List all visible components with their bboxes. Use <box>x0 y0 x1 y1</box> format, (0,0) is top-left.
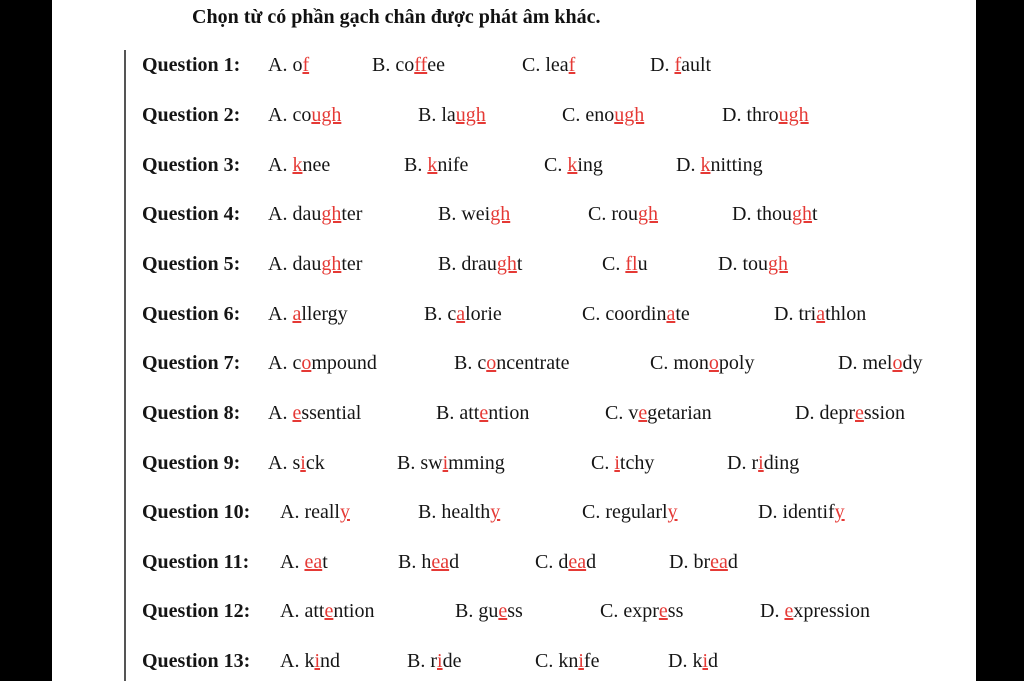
answer-option[interactable] <box>455 600 523 623</box>
option-letter: A. <box>268 303 293 325</box>
option-letter: A. <box>268 253 293 275</box>
word-suffix: ss <box>507 600 523 622</box>
answer-option[interactable] <box>676 154 763 177</box>
word-suffix: t <box>516 253 523 275</box>
word-suffix: mming <box>448 452 505 474</box>
word-prefix: reall <box>304 501 340 523</box>
word-prefix: br <box>693 551 711 573</box>
option-letter: D. <box>669 551 694 573</box>
page-title: Chọn từ có phần gạch chân được phát âm khác. <box>192 6 601 28</box>
word-suffix: nitting <box>710 154 763 176</box>
underlined-part: i <box>442 452 449 474</box>
word-prefix: gu <box>478 600 499 622</box>
word-prefix: mon <box>673 352 709 374</box>
option-letter: C. <box>535 551 559 573</box>
option-letter: D. <box>668 650 693 672</box>
underlined-part: a <box>292 303 302 325</box>
underlined-part: e <box>638 402 648 424</box>
option-letter: B. <box>372 54 396 76</box>
word-prefix: d <box>558 551 569 573</box>
word-suffix: ing <box>577 154 603 176</box>
option-letter: C. <box>544 154 568 176</box>
option-letter: B. <box>438 253 462 275</box>
answer-option[interactable] <box>668 650 718 673</box>
answer-option[interactable] <box>280 551 328 574</box>
word-suffix: de <box>442 650 462 672</box>
answer-option[interactable] <box>600 600 683 623</box>
answer-option[interactable] <box>758 501 845 524</box>
word-prefix: coordin <box>605 303 667 325</box>
answer-option[interactable] <box>268 203 362 226</box>
underlined-part: o <box>892 352 903 374</box>
answer-option[interactable] <box>268 253 362 276</box>
underlined-part: y <box>667 501 678 523</box>
option-letter: C. <box>602 253 626 275</box>
option-letter: C. <box>650 352 674 374</box>
word-prefix: att <box>459 402 480 424</box>
answer-option[interactable] <box>774 303 866 326</box>
word-prefix: v <box>628 402 639 424</box>
word-prefix: c <box>447 303 457 325</box>
word-suffix: nife <box>437 154 469 176</box>
answer-option[interactable] <box>722 104 809 127</box>
word-suffix: t <box>812 203 818 225</box>
word-prefix: rou <box>611 203 639 225</box>
answer-option[interactable] <box>535 551 596 574</box>
word-suffix: d <box>708 650 719 672</box>
option-letter: C. <box>535 650 559 672</box>
question-label: Question 8: <box>142 402 241 424</box>
option-letter: B. <box>398 551 422 573</box>
word-suffix: nd <box>320 650 341 672</box>
answer-option[interactable] <box>602 253 648 276</box>
word-prefix: thro <box>746 104 779 126</box>
option-letter: C. <box>588 203 612 225</box>
word-prefix: mel <box>862 352 893 374</box>
answer-option[interactable] <box>268 154 330 177</box>
word-suffix: fe <box>583 650 600 672</box>
word-prefix: co <box>292 104 312 126</box>
word-suffix: xpression <box>793 600 871 622</box>
word-prefix: tri <box>798 303 817 325</box>
answer-option[interactable] <box>398 551 459 574</box>
underlined-part: a <box>456 303 466 325</box>
answer-option[interactable] <box>438 203 510 226</box>
word-prefix: lea <box>545 54 569 76</box>
option-letter: A. <box>268 452 293 474</box>
word-prefix: o <box>292 54 303 76</box>
answer-option[interactable] <box>418 104 486 127</box>
answer-option[interactable] <box>268 303 348 326</box>
answer-option[interactable] <box>760 600 870 623</box>
underlined-part: i <box>614 452 620 474</box>
word-prefix: drau <box>461 253 497 275</box>
underlined-part: i <box>314 650 321 672</box>
option-letter: D. <box>838 352 863 374</box>
answer-option[interactable] <box>669 551 738 574</box>
worksheet-page <box>52 0 976 681</box>
word-prefix: kn <box>558 650 579 672</box>
option-letter: D. <box>732 203 757 225</box>
option-letter: B. <box>407 650 431 672</box>
word-prefix: c <box>292 352 302 374</box>
option-letter: D. <box>650 54 675 76</box>
underlined-part: gh <box>490 203 511 225</box>
underlined-part: ugh <box>614 104 645 126</box>
option-letter: B. <box>455 600 479 622</box>
answer-option[interactable] <box>280 650 340 673</box>
answer-option[interactable] <box>268 352 377 375</box>
question-label: Question 1: <box>142 54 241 76</box>
option-letter: A. <box>280 501 305 523</box>
option-letter: C. <box>582 501 606 523</box>
word-suffix: thlon <box>825 303 867 325</box>
word-suffix: d <box>727 551 738 573</box>
answer-option[interactable] <box>372 54 445 77</box>
answer-option[interactable] <box>436 402 529 425</box>
answer-option[interactable] <box>280 501 350 524</box>
left-border-line <box>124 50 126 681</box>
word-suffix: ck <box>305 452 325 474</box>
option-letter: C. <box>591 452 615 474</box>
word-suffix: ssion <box>863 402 906 424</box>
word-prefix: health <box>441 501 491 523</box>
underlined-part: y <box>834 501 845 523</box>
word-suffix: ssential <box>301 402 362 424</box>
word-suffix: llergy <box>301 303 348 325</box>
underlined-part: o <box>708 352 719 374</box>
option-letter: D. <box>774 303 799 325</box>
answer-option[interactable] <box>650 54 711 77</box>
underlined-part: f <box>674 54 682 76</box>
answer-option[interactable] <box>535 650 599 673</box>
underlined-part: o <box>301 352 312 374</box>
underlined-part: e <box>292 402 302 424</box>
word-suffix: ntion <box>488 402 530 424</box>
underlined-part: a <box>666 303 676 325</box>
option-letter: B. <box>438 203 462 225</box>
underlined-part: i <box>758 452 764 474</box>
answer-option[interactable] <box>727 452 799 475</box>
option-letter: A. <box>268 104 293 126</box>
underlined-part: y <box>490 501 501 523</box>
word-suffix: ter <box>341 203 363 225</box>
question-label: Question 10: <box>142 501 251 523</box>
question-label: Question 7: <box>142 352 241 374</box>
underlined-part: ea <box>304 551 323 573</box>
word-prefix: r <box>430 650 438 672</box>
answer-option[interactable] <box>438 253 522 276</box>
underlined-part: ff <box>414 54 428 76</box>
answer-option[interactable] <box>582 303 690 326</box>
answer-option[interactable] <box>268 54 309 77</box>
option-letter: D. <box>758 501 783 523</box>
option-letter: A. <box>268 352 293 374</box>
answer-option[interactable] <box>418 501 500 524</box>
option-letter: B. <box>418 501 442 523</box>
underlined-part: e <box>324 600 334 622</box>
option-letter: D. <box>795 402 820 424</box>
answer-option[interactable] <box>424 303 502 326</box>
word-prefix: wei <box>461 203 491 225</box>
word-prefix: eno <box>585 104 615 126</box>
answer-option[interactable] <box>454 352 570 375</box>
word-suffix: t <box>322 551 328 573</box>
answer-option[interactable] <box>404 154 468 177</box>
word-prefix: identif <box>782 501 835 523</box>
option-letter: C. <box>600 600 624 622</box>
question-label: Question 6: <box>142 303 241 325</box>
question-label: Question 12: <box>142 600 251 622</box>
answer-option[interactable] <box>407 650 461 673</box>
option-letter: A. <box>268 203 293 225</box>
word-prefix: h <box>421 551 432 573</box>
answer-option[interactable] <box>732 203 818 226</box>
underlined-part: ugh <box>778 104 809 126</box>
word-suffix: ter <box>341 253 363 275</box>
answer-option[interactable] <box>268 104 341 127</box>
word-suffix: getarian <box>647 402 712 424</box>
underlined-part: f <box>302 54 310 76</box>
word-prefix: dau <box>292 203 322 225</box>
answer-option[interactable] <box>544 154 603 177</box>
word-prefix: att <box>304 600 325 622</box>
option-letter: C. <box>582 303 606 325</box>
option-letter: A. <box>280 650 305 672</box>
word-suffix: ntion <box>333 600 375 622</box>
underlined-part: e <box>498 600 508 622</box>
question-label: Question 3: <box>142 154 241 176</box>
option-letter: B. <box>424 303 448 325</box>
word-prefix: sw <box>420 452 443 474</box>
underlined-part: fl <box>625 253 638 275</box>
underlined-part: ugh <box>455 104 486 126</box>
underlined-part: e <box>855 402 864 424</box>
underlined-part: e <box>479 402 489 424</box>
word-prefix: co <box>395 54 415 76</box>
word-suffix: d <box>449 551 460 573</box>
underlined-part: ea <box>568 551 587 573</box>
underlined-part: k <box>700 154 711 176</box>
option-letter: B. <box>404 154 428 176</box>
question-label: Question 2: <box>142 104 241 126</box>
option-letter: A. <box>280 551 305 573</box>
option-letter: C. <box>605 402 629 424</box>
word-suffix: mpound <box>311 352 377 374</box>
word-prefix: depr <box>819 402 855 424</box>
answer-option[interactable] <box>280 600 374 623</box>
option-letter: B. <box>397 452 421 474</box>
word-suffix: d <box>586 551 597 573</box>
answer-option[interactable] <box>650 352 754 375</box>
underlined-part: i <box>702 650 709 672</box>
underlined-part: e <box>784 600 794 622</box>
word-prefix: s <box>292 452 301 474</box>
underlined-part: i <box>300 452 306 474</box>
underlined-part: gh <box>321 253 342 275</box>
underlined-part: gh <box>768 253 789 275</box>
question-label: Question 5: <box>142 253 241 275</box>
underlined-part: gh <box>321 203 342 225</box>
question-label: Question 9: <box>142 452 241 474</box>
word-suffix: te <box>675 303 690 325</box>
option-letter: D. <box>718 253 743 275</box>
underlined-part: a <box>816 303 826 325</box>
question-label: Question 4: <box>142 203 241 225</box>
option-letter: B. <box>418 104 442 126</box>
question-label: Question 11: <box>142 551 250 573</box>
underlined-part: gh <box>638 203 659 225</box>
option-letter: B. <box>454 352 478 374</box>
word-prefix: tou <box>742 253 769 275</box>
option-letter: A. <box>268 154 293 176</box>
underlined-part: ea <box>710 551 728 573</box>
underlined-part: i <box>437 650 443 672</box>
underlined-part: ugh <box>311 104 342 126</box>
word-suffix: ncentrate <box>496 352 570 374</box>
underlined-part: y <box>339 501 350 523</box>
answer-option[interactable] <box>588 203 658 226</box>
word-prefix: thou <box>756 203 793 225</box>
word-suffix: lorie <box>465 303 502 325</box>
option-letter: D. <box>676 154 701 176</box>
underlined-part: k <box>427 154 438 176</box>
option-letter: D. <box>727 452 752 474</box>
answer-option[interactable] <box>397 452 505 475</box>
word-prefix: la <box>441 104 456 126</box>
option-letter: D. <box>760 600 785 622</box>
answer-option[interactable] <box>591 452 654 475</box>
word-suffix: tchy <box>619 452 655 474</box>
answer-option[interactable] <box>718 253 788 276</box>
option-letter: A. <box>268 54 293 76</box>
word-suffix: dy <box>902 352 923 374</box>
underlined-part: k <box>567 154 578 176</box>
underlined-part: o <box>486 352 497 374</box>
option-letter: A. <box>280 600 305 622</box>
word-prefix: dau <box>292 253 322 275</box>
underlined-part: f <box>568 54 576 76</box>
underlined-part: gh <box>496 253 517 275</box>
word-prefix: k <box>692 650 703 672</box>
option-letter: C. <box>562 104 586 126</box>
word-suffix: u <box>637 253 648 275</box>
word-prefix: expr <box>623 600 659 622</box>
option-letter: C. <box>522 54 546 76</box>
word-prefix: r <box>751 452 759 474</box>
word-suffix: nee <box>302 154 331 176</box>
word-prefix: k <box>304 650 315 672</box>
underlined-part: e <box>658 600 668 622</box>
question-label: Question 13: <box>142 650 251 672</box>
option-letter: D. <box>722 104 747 126</box>
underlined-part: gh <box>792 203 813 225</box>
option-letter: A. <box>268 402 293 424</box>
word-suffix: poly <box>718 352 755 374</box>
answer-option[interactable] <box>268 402 361 425</box>
underlined-part: ea <box>431 551 450 573</box>
word-suffix: ee <box>427 54 445 76</box>
word-prefix: regularl <box>605 501 668 523</box>
answer-option[interactable] <box>605 402 712 425</box>
answer-option[interactable] <box>795 402 905 425</box>
word-suffix: ding <box>763 452 800 474</box>
underlined-part: i <box>578 650 584 672</box>
answer-option[interactable] <box>268 452 325 475</box>
answer-option[interactable] <box>562 104 644 127</box>
word-suffix: ss <box>667 600 684 622</box>
answer-option[interactable] <box>838 352 922 375</box>
word-suffix: ault <box>681 54 712 76</box>
option-letter: B. <box>436 402 460 424</box>
word-prefix: c <box>477 352 487 374</box>
answer-option[interactable] <box>582 501 678 524</box>
answer-option[interactable] <box>522 54 575 77</box>
underlined-part: k <box>292 154 303 176</box>
